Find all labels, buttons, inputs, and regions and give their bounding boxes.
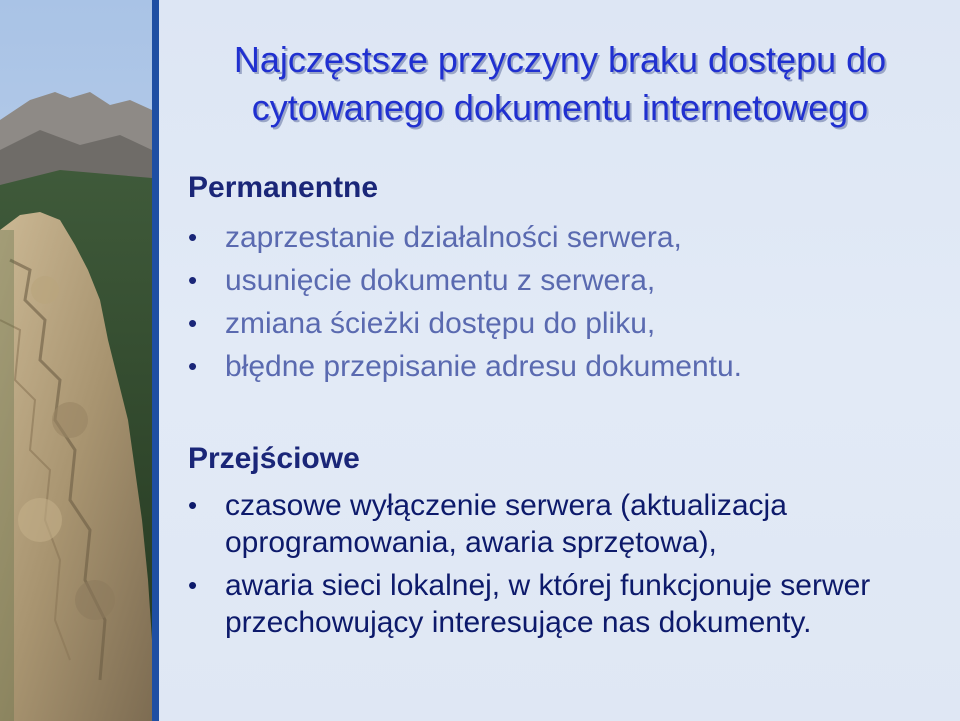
list-item: • zaprzestanie działalności serwera, [188, 216, 948, 259]
mountain-photo [0, 0, 152, 721]
mountain-photo-graphic [0, 0, 152, 721]
transitional-causes-list [188, 487, 933, 647]
list-item: • awaria sieci lokalnej, w której funkcjonuje serwer przechowujący interesujące nas dokumenty. [188, 567, 933, 641]
permanent-causes-list [188, 216, 948, 388]
section-heading-transitional: Przejściowe [188, 442, 360, 475]
accent-divider [152, 0, 159, 721]
list-item: • usunięcie dokumentu z serwera, [188, 259, 948, 302]
slide-title-line-1: Najczęstsze przyczyny braku dostępu do [233, 39, 887, 80]
section-heading-permanent: Permanentne [188, 171, 379, 204]
list-item: • zmiana ścieżki dostępu do pliku, [188, 302, 948, 345]
list-item: • czasowe wyłączenie serwera (aktualizacja oprogramowania, awaria sprzętowa), [188, 487, 933, 561]
slide-title [160, 36, 960, 132]
slide-title-line-2: cytowanego dokumentu internetowego [251, 87, 869, 128]
list-item: • błędne przepisanie adresu dokumentu. [188, 345, 948, 388]
